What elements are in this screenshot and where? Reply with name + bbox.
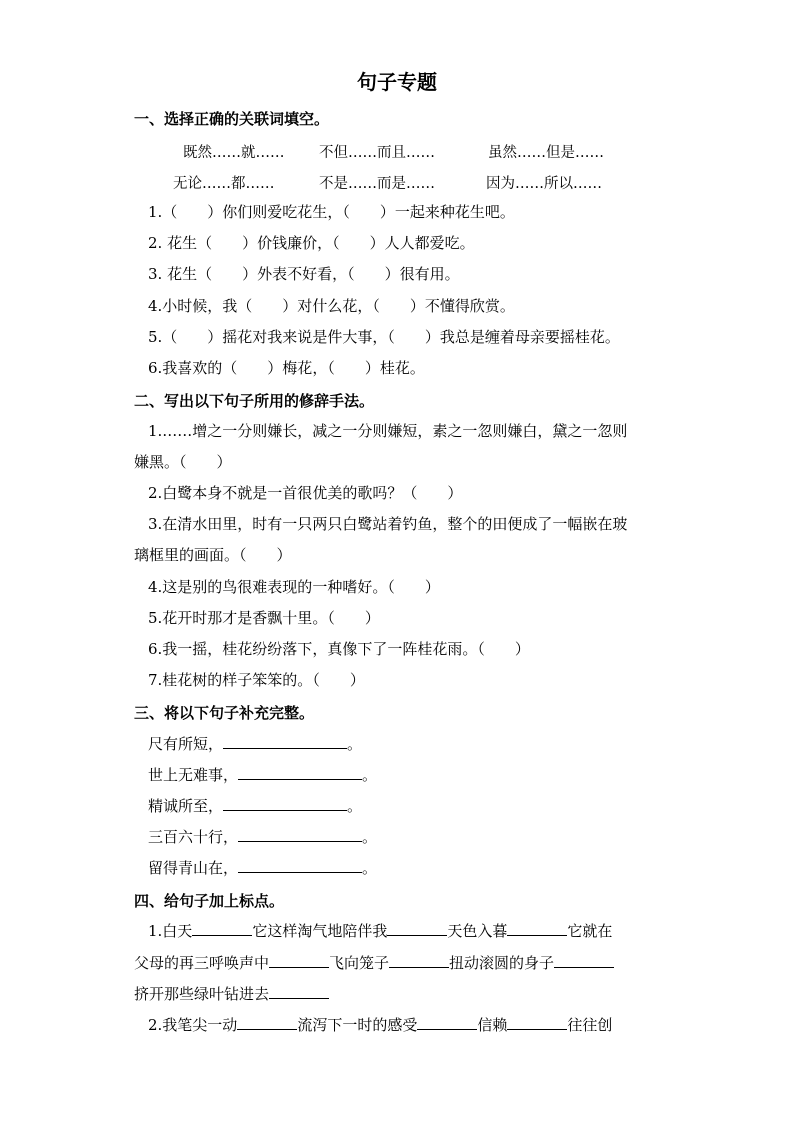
s2-item-5: 5.花开时那才是香飘十里。（ ） [148, 609, 380, 627]
s4-q1-seg: 父母的再三呼唤声中 [134, 954, 270, 972]
s4-q1-seg: 它就在 [567, 922, 613, 940]
s4-q2-seg: 流泻下一时的感受 [297, 1016, 418, 1034]
s1-item-6: 6.我喜欢的（ ）梅花，（ ）桂花。 [148, 359, 425, 377]
s4-q1-line2 [134, 953, 614, 973]
s1-item-5: 5.（ ）摇花对我来说是件大事，（ ）我总是缠着母亲要摇桂花。 [148, 328, 620, 346]
s4-q1-seg: 1.白天 [148, 922, 193, 940]
punct-blank[interactable] [507, 921, 567, 936]
s2-item-3a: 3.在清水田里，时有一只两只白鹭站着钓鱼，整个的田便成了一幅嵌在玻 [148, 515, 628, 533]
option-2: 不但……而且…… [319, 145, 435, 161]
s3-item-1-text: 尺有所短， [148, 735, 224, 753]
s4-q1-seg: 飞向笼子 [329, 954, 390, 972]
s3-item-5-text: 留得青山在， [148, 859, 239, 877]
s3-item-2 [148, 765, 377, 785]
s3-period: 。 [362, 766, 378, 784]
s2-item-7: 7.桂花树的样子笨笨的。（ ） [148, 671, 365, 689]
s1-item-1: 1.（ ）你们则爱吃花生，（ ）一起来种花生吧。 [148, 203, 515, 221]
s2-item-1b: 嫌黑。（ ） [134, 453, 232, 471]
s3-period: 。 [347, 797, 363, 815]
punct-blank[interactable] [192, 921, 252, 936]
s3-item-4-text: 三百六十行， [148, 828, 239, 846]
s4-q1-seg: 它这样淘气地陪伴我 [252, 922, 388, 940]
s3-blank-3[interactable] [223, 796, 347, 811]
s4-q1-seg: 挤开那些绿叶钻进去 [134, 985, 270, 1003]
section-4-heading: 四、给句子加上标点。 [134, 892, 285, 910]
option-4: 无论……都…… [173, 176, 275, 192]
s3-blank-5[interactable] [238, 858, 362, 873]
s4-q2-seg: 信赖 [477, 1016, 508, 1034]
punct-blank[interactable] [269, 984, 329, 999]
punct-blank[interactable] [389, 953, 449, 968]
s3-item-1 [148, 734, 362, 754]
punct-blank[interactable] [417, 1015, 477, 1030]
s4-q1-seg: 天色入暮 [447, 922, 508, 940]
section-3-heading: 三、将以下句子补充完整。 [134, 704, 315, 722]
s3-item-3 [148, 796, 362, 816]
option-6: 因为……所以…… [486, 176, 602, 192]
s2-item-4: 4.这是别的鸟很难表现的一种嗜好。（ ） [148, 578, 440, 596]
s3-period: 。 [362, 859, 378, 877]
s1-item-2: 2. 花生（ ）价钱廉价，（ ）人人都爱吃。 [148, 234, 475, 252]
s2-item-3b: 璃框里的画面。（ ） [134, 546, 292, 564]
s4-q2-line1 [148, 1015, 612, 1035]
s4-q2-seg: 往往创 [567, 1016, 613, 1034]
s3-item-2-text: 世上无难事， [148, 766, 239, 784]
s3-item-4 [148, 827, 377, 847]
s3-blank-4[interactable] [238, 827, 362, 842]
s3-period: 。 [362, 828, 378, 846]
section-2-heading: 二、写出以下句子所用的修辞手法。 [134, 392, 375, 410]
punct-blank[interactable] [387, 921, 447, 936]
s1-item-4: 4.小时候，我（ ）对什么花，（ ）不懂得欣赏。 [148, 297, 515, 315]
s2-item-2: 2.白鹭本身不就是一首很优美的歌吗？（ ） [148, 484, 463, 502]
section-1-heading: 一、选择正确的关联词填空。 [134, 110, 330, 128]
option-3: 虽然……但是…… [488, 145, 604, 161]
s3-item-3-text: 精诚所至， [148, 797, 224, 815]
s4-q1-line1 [148, 921, 612, 941]
option-5: 不是……而是…… [319, 176, 435, 192]
s3-item-5 [148, 858, 377, 878]
s3-period: 。 [347, 735, 363, 753]
s2-item-1a: 1.……增之一分则嫌长，减之一分则嫌短，素之一忽则嫌白，黛之一忽则 [148, 422, 628, 440]
s4-q2-seg: 2.我笔尖一动 [148, 1016, 238, 1034]
punct-blank[interactable] [237, 1015, 297, 1030]
s2-item-6: 6.我一摇，桂花纷纷落下，真像下了一阵桂花雨。（ ） [148, 640, 530, 658]
s3-blank-2[interactable] [238, 765, 362, 780]
punct-blank[interactable] [507, 1015, 567, 1030]
punct-blank[interactable] [554, 953, 614, 968]
s1-item-3: 3. 花生（ ）外表不好看，（ ）很有用。 [148, 265, 460, 283]
page-title: 句子专题 [357, 70, 437, 94]
s4-q1-line3 [134, 984, 329, 1004]
s4-q1-seg: 扭动滚圆的身子 [449, 954, 555, 972]
s3-blank-1[interactable] [223, 734, 347, 749]
punct-blank[interactable] [269, 953, 329, 968]
option-1: 既然……就…… [183, 145, 285, 161]
